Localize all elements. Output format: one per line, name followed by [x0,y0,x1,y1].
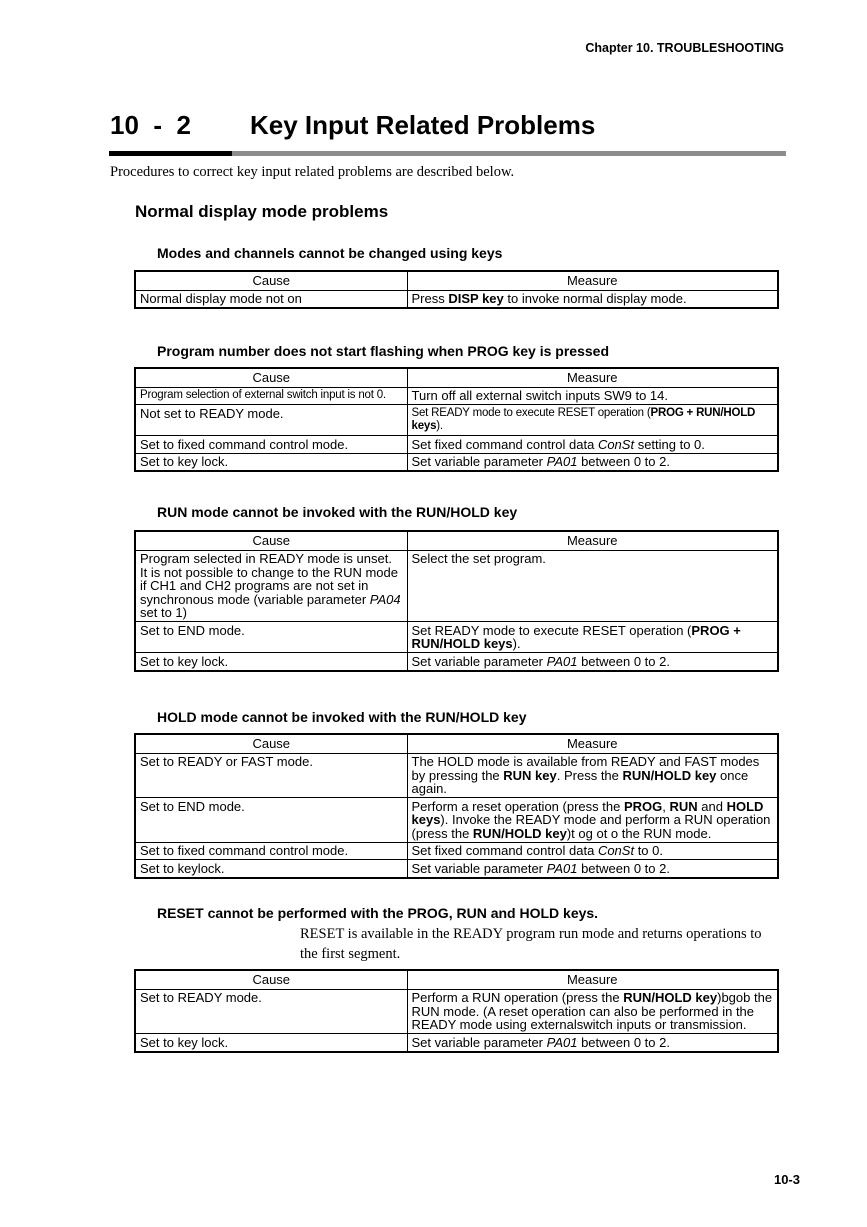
table5 [134,969,779,1053]
measure-cell: Set variable parameter PA01 between 0 to 2. [407,653,778,671]
table-row [135,842,778,860]
cause-cell: Set to fixed command control mode. [135,842,407,860]
measure-header: Measure [407,970,778,989]
measure-cell: Set fixed command control data ConSt to 0. [407,842,778,860]
table-row [135,1034,778,1052]
cause-cell: Set to READY or FAST mode. [135,753,407,798]
table2-title: Program number does not start flashing when PROG key is pressed [157,343,609,359]
table3-title: RUN mode cannot be invoked with the RUN/HOLD key [157,504,518,520]
measure-cell: Set fixed command control data ConSt setting to 0. [407,436,778,454]
cause-header: Cause [135,970,407,989]
subheading: Normal display mode problems [135,202,389,221]
title-rule-dark [109,151,232,156]
cause-header: Cause [135,368,407,387]
measure-header: Measure [407,734,778,753]
cause-cell: Normal display mode not on [135,290,407,308]
measure-cell: Press DISP key to invoke normal display mode. [407,290,778,308]
page-number: 10-3 [773,1172,800,1187]
measure-cell: Perform a RUN operation (press the RUN/HOLD key)bgob the RUN mode. (A reset operation can also be performed in the READY mode using externalswitch inputs or transmission. [407,989,778,1034]
cause-cell: Program selected in READY mode is unset. It is not possible to change to the RUN mode if CH1 and CH2 programs are not set in synchronous mode (variable parameter PA04 set to 1) [135,550,407,622]
cause-cell: Set to key lock. [135,653,407,671]
table4-title: HOLD mode cannot be invoked with the RUN/HOLD key [157,709,527,725]
table-row [135,436,778,454]
measure-cell: Set READY mode to execute RESET operation (PROG + RUN/HOLD keys). [407,622,778,653]
intro-text: Procedures to correct key input related problems are described below. [110,164,515,180]
table5-title: RESET cannot be performed with the PROG, RUN and HOLD keys. [157,905,599,921]
table-row [135,798,778,843]
cause-header: Cause [135,531,407,550]
measure-cell: Set variable parameter PA01 between 0 to 2. [407,1034,778,1052]
cause-cell: Set to keylock. [135,860,407,878]
cause-header: Cause [135,271,407,290]
table3 [134,530,779,672]
table-row [135,860,778,878]
section-number: 10 - 2 [110,110,191,140]
table1-title: Modes and channels cannot be changed using keys [157,245,503,261]
measure-cell: Set variable parameter PA01 between 0 to 2. [407,453,778,471]
measure-cell: Select the set program. [407,550,778,622]
cause-cell: Set to READY mode. [135,989,407,1034]
table-row [135,405,778,436]
measure-cell: Set variable parameter PA01 between 0 to 2. [407,860,778,878]
table-row [135,753,778,798]
table-row [135,622,778,653]
measure-cell: Perform a reset operation (press the PROG, RUN and HOLD keys). Invoke the READY mode and perform a RUN operation (press the RUN/HOLD key)t og ot o the RUN mode. [407,798,778,843]
table4 [134,733,779,879]
table-row [135,653,778,671]
cause-cell: Set to fixed command control mode. [135,436,407,454]
table-row [135,989,778,1034]
cause-header: Cause [135,734,407,753]
chapter-header: Chapter 10. TROUBLESHOOTING [585,41,784,55]
title-rule-gray [232,151,786,156]
cause-cell: Program selection of external switch input is not 0. [135,387,407,405]
measure-cell: Set READY mode to execute RESET operation (PROG + RUN/HOLD keys). [407,405,778,436]
measure-cell: The HOLD mode is available from READY and FAST modes by pressing the RUN key. Press the RUN/HOLD key once again. [407,753,778,798]
cause-cell: Set to END mode. [135,798,407,843]
section-title: Key Input Related Problems [250,110,596,140]
measure-header: Measure [407,368,778,387]
table2 [134,367,779,472]
cause-cell: Set to key lock. [135,453,407,471]
cause-cell: Not set to READY mode. [135,405,407,436]
table-row [135,387,778,405]
cause-cell: Set to END mode. [135,622,407,653]
table1 [134,270,779,309]
cause-cell: Set to key lock. [135,1034,407,1052]
measure-cell: Turn off all external switch inputs SW9 to 14. [407,387,778,405]
reset-note: RESET is available in the READY program run mode and returns operations to the first segment. [300,926,762,962]
measure-header: Measure [407,271,778,290]
table-row [135,453,778,471]
table-row [135,290,778,308]
table-row [135,550,778,622]
measure-header: Measure [407,531,778,550]
